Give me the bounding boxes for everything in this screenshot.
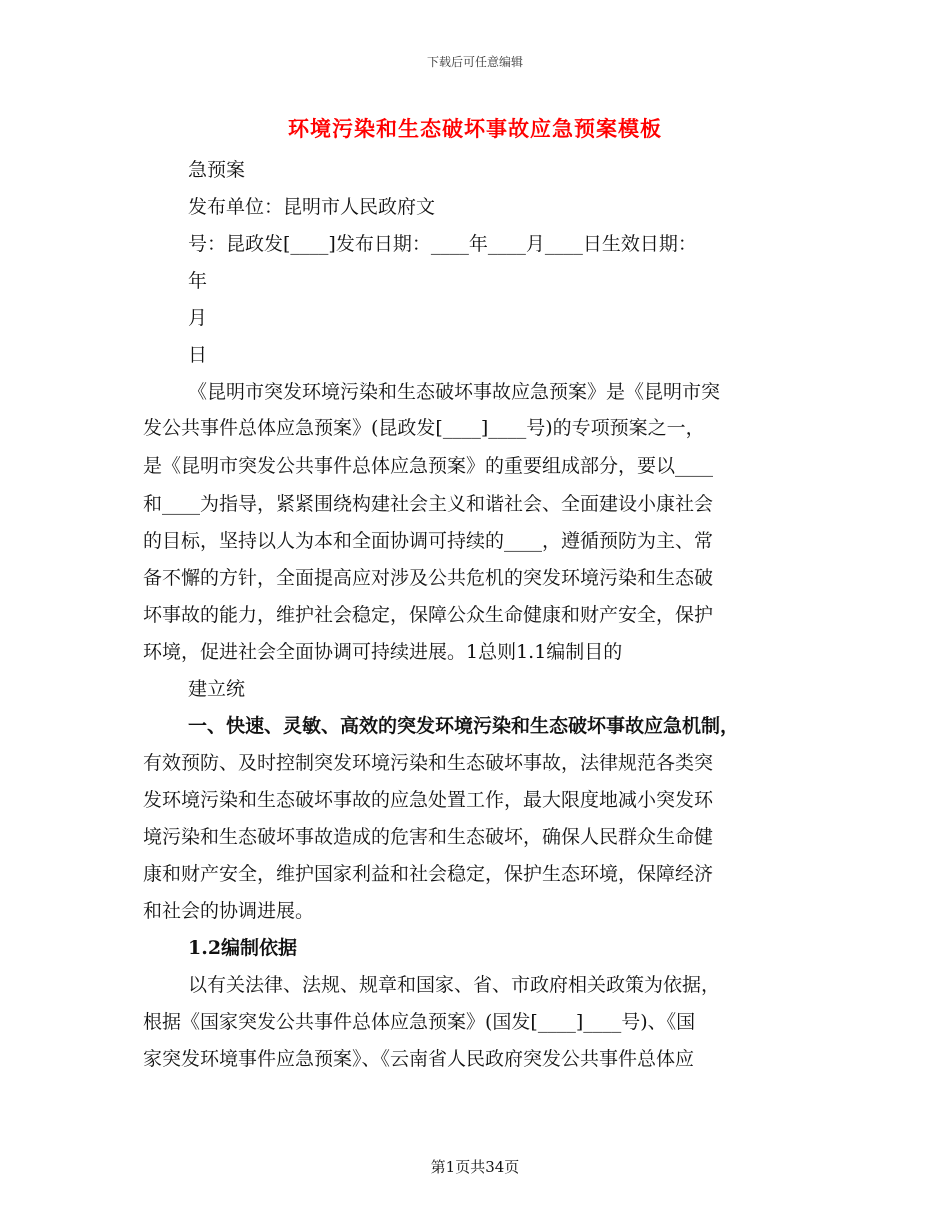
text-line: 康和财产安全，维护国家利益和社会稳定，保护生态环境，保障经济 xyxy=(143,863,714,885)
text-line: 发公共事件总体应急预案》(昆政发[____]____号)的专项预案之一， xyxy=(143,417,705,439)
text-line: 境污染和生态破坏事故造成的危害和生态破坏，确保人民群众生命健 xyxy=(143,826,714,848)
text-line: 是《昆明市突发公共事件总体应急预案》的重要组成部分，要以____ xyxy=(143,455,714,477)
text-line: 环境，促进社会全面协调可持续进展。1总则1.1编制目的 xyxy=(143,641,623,663)
header-note: 下载后可任意编辑 xyxy=(426,55,523,69)
text-line: 家突发环境事件应急预案》、《云南省人民政府突发公共事件总体应 xyxy=(143,1048,695,1070)
text-line: 日 xyxy=(188,344,208,366)
text-line: 《昆明市突发环境污染和生态破坏事故应急预案》是《昆明市突 xyxy=(188,381,721,403)
text-line: 号：昆政发[____]发布日期：____年____月____日生效日期： xyxy=(188,233,697,255)
text-line: 月 xyxy=(188,307,208,329)
section-heading: 1.2编制依据 xyxy=(188,937,298,959)
text-line: 年 xyxy=(188,270,208,292)
text-line: 备不懈的方针，全面提高应对涉及公共危机的突发环境污染和生态破 xyxy=(143,567,714,589)
text-line: 有效预防、及时控制突发环境污染和生态破坏事故，法律规范各类突 xyxy=(143,752,714,774)
text-line: 以有关法律、法规、规章和国家、省、市政府相关政策为依据， xyxy=(188,974,721,996)
text-line: 一、快速、灵敏、高效的突发环境污染和生态破坏事故应急机制， xyxy=(188,715,740,737)
text-line: 急预案 xyxy=(188,159,246,181)
text-line: 和____为指导，紧紧围绕构建社会主义和谐社会、全面建设小康社会 xyxy=(143,493,714,515)
text-line: 发布单位：昆明市人民政府文 xyxy=(188,196,436,218)
text-line: 建立统 xyxy=(188,678,246,700)
text-line: 根据《国家突发公共事件总体应急预案》(国发[____]____号)、《国 xyxy=(143,1011,696,1033)
text-line: 的目标，坚持以人为本和全面协调可持续的____，遵循预防为主、常 xyxy=(143,530,714,552)
text-line: 坏事故的能力，维护社会稳定，保障公众生命健康和财产安全，保护 xyxy=(143,604,714,626)
text-line: 发环境污染和生态破坏事故的应急处置工作，最大限度地减小突发环 xyxy=(143,789,714,811)
text-line: 和社会的协调进展。 xyxy=(143,900,315,922)
page-footer: 第1页共34页 xyxy=(430,1158,520,1176)
document-title: 环境污染和生态破坏事故应急预案模板 xyxy=(288,117,662,141)
